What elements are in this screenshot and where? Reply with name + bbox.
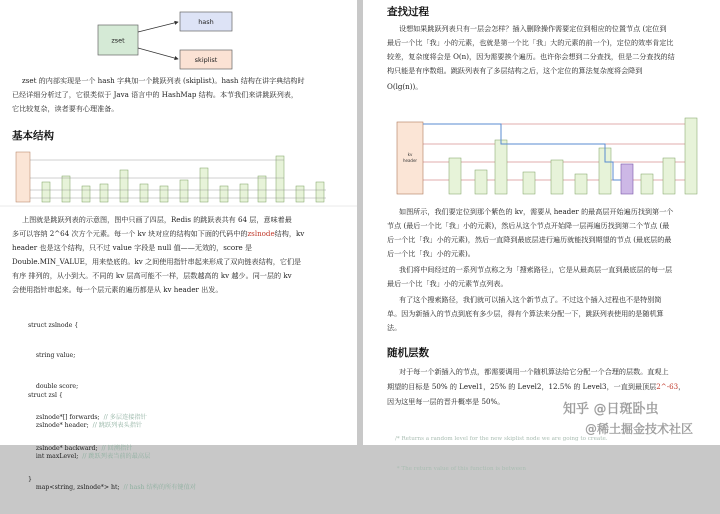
arrow-to-hash xyxy=(138,22,178,32)
body3-line-1: 如图所示，我们要定位到那个紫色的 kv，需要从 header 的最高层开始遍历找到第一个 xyxy=(399,207,674,216)
body6-line-2-tail: ， xyxy=(678,382,686,391)
body1-line-3: header 也是这个结构，只不过 value 字段是 null 值——无效的，score 是 xyxy=(12,243,253,252)
section-title-basic-structure: 基本结构 xyxy=(12,130,54,142)
code-line: struct zslnode { xyxy=(28,321,79,329)
skiplist-diagram xyxy=(0,146,357,208)
code-comment: // 跳跃列表头指针 xyxy=(92,422,143,430)
body3-line-4: 后一个比「我」小的元素)。 xyxy=(387,249,475,258)
body2-line-4: 构只能是有序数组。跳跃列表有了多层结构之后，这个定位的算法复杂度将会降到 xyxy=(387,66,643,75)
body6-line-3: 因为这里每一层的晋升概率是 50%。 xyxy=(387,397,505,406)
kv-header-label-2: header xyxy=(402,158,418,163)
code-comment-line: /* Returns a random level for the new skiplist node we are going to create. xyxy=(395,436,608,442)
code-line: struct zsl { xyxy=(28,391,63,399)
body4-line-1: 我们将中间经过的一系列节点称之为「搜索路径」，它是从最高层一直到最底层的每一层 xyxy=(399,265,673,274)
code-line: } xyxy=(28,476,32,484)
body5-line-2: 单。因为新插入的节点到底有多少层，得有个算法来分配一下，跳跃列表使用的是随机算 xyxy=(387,309,664,318)
body1-line-5: 有序 排列的，从小到大。不同的 kv 层高可能不一样，层数越高的 kv 越少。同一层的 kv xyxy=(12,271,292,280)
section-title-search-process: 查找过程 xyxy=(387,6,429,18)
body2-line-2: 最后一个比「我」小的元素，也就是第一个比「我」大的元素的前一个)，定位的效率肯定比 xyxy=(387,38,674,47)
body2-line-5: O(lg(n))。 xyxy=(387,82,423,91)
code-line xyxy=(28,483,196,493)
intro-line-1: zset 的内部实现是一个 hash 字典加一个跳跃列表 (skiplist)。hash 结构在讲字典结构时 xyxy=(22,76,305,85)
code-block-random-level xyxy=(395,414,608,494)
code-line xyxy=(28,452,196,462)
body2-line-3: 较差，复杂度将会是 O(n)，因为需要挨个遍历。也许你会想到二分查找，但是二分查找的结 xyxy=(387,52,675,61)
left-page xyxy=(0,0,357,492)
arrow-to-skiplist xyxy=(138,48,178,59)
code-comment: // hash 结构的所有键值对 xyxy=(123,484,196,492)
body5-line-3: 法。 xyxy=(387,323,402,332)
body6-line-2 xyxy=(387,380,709,394)
body4-line-2: 最后一个比「我」小的元素节点列表。 xyxy=(387,279,508,288)
code-line: string value; xyxy=(28,352,76,360)
code-line xyxy=(28,421,196,431)
code-text: zslnode*[] forwards; xyxy=(28,414,100,422)
code-block-zsl xyxy=(28,370,196,514)
body6-line-2-text: 期望的目标是 50% 的 Level1，25% 的 Level2，12.5% 的 Level3，一直到最顶层 xyxy=(387,382,657,391)
zhihu-watermark: 知乎 @日斑卧虫 xyxy=(563,402,659,417)
code-line: double score; xyxy=(28,383,79,391)
zslnode-highlight: zslnode xyxy=(247,229,275,238)
body3-line-2: 节点 (最后一个比「我」小的元素)，然后从这个节点开始降一层再遍历找到第二个节点 (最 xyxy=(387,221,670,230)
code-text: zslnode* backward; xyxy=(28,445,98,453)
body1-line-6: 会使用指针串起来。每一个层元素的遍历都是从 kv header 出发。 xyxy=(12,285,223,294)
code-comment-line: * The return value of this function is between xyxy=(395,466,526,472)
intro-line-2: 已经详细分析过了，它很类似于 Java 语言中的 HashMap 结构。本节我们来讲跳跃列表， xyxy=(12,90,298,99)
code-text: map<string, zslnode*> ht; xyxy=(28,484,120,492)
code-comment: // 多层连接指针 xyxy=(103,414,147,422)
juejin-watermark: @稀土掘金技术社区 xyxy=(585,422,694,436)
body1-line-2-text: 多可以容纳 2^64 次方个元素。每一个 kv 块对应的结构如下面的代码中的 xyxy=(12,229,248,238)
hash-label: hash xyxy=(198,18,214,26)
body1-line-4: Double.MIN_VALUE，用来垫底的。kv 之间使用指针串起来形成了双向链表结构，它们是 xyxy=(12,257,302,266)
body2-line-1: 设想如果跳跃列表只有一层会怎样？插入删除操作需要定位到相应的位置节点 (定位到 xyxy=(399,24,667,33)
body1-line-1: 上图就是跳跃列表的示意图，图中只画了四层，Redis 的跳跃表共有 64 层，意味着最 xyxy=(22,215,292,224)
code-text: int maxLevel; xyxy=(28,453,79,461)
intro-line-3: 它比较复杂，读者要有心理准备。 xyxy=(12,104,119,113)
zset-label: zset xyxy=(111,36,125,45)
code-text: zslnode* header; xyxy=(28,422,89,430)
body5-line-1: 有了这个搜索路径，我们就可以插入这个新节点了。不过这个插入过程也不是特别简 xyxy=(399,295,662,304)
right-page xyxy=(363,0,720,472)
body3-line-3: 后一个比「我」小的元素)，然后一直降到最底层进行遍历就能找到期望的节点 (最底层的最 xyxy=(387,235,672,244)
kv-header-label-1: kv xyxy=(407,152,413,157)
target-purple-node xyxy=(621,164,633,194)
body1-line-2-tail: 结构，kv xyxy=(274,229,305,238)
zset-structure-diagram xyxy=(0,0,357,72)
section-title-random-level: 随机层数 xyxy=(387,347,429,359)
body1-line-2 xyxy=(12,227,344,241)
probability-highlight: 2^-63 xyxy=(656,382,679,391)
body6-line-1: 对于每一个新插入的节点，都需要调用一个随机算法给它分配一个合理的层数。直观上 xyxy=(399,367,669,376)
code-comment: // 跳跃列表当前的最高层 xyxy=(82,453,151,461)
code-comment: // 回溯指针 xyxy=(101,445,133,453)
search-path-diagram xyxy=(363,100,720,198)
skiplist-label: skiplist xyxy=(194,56,218,64)
